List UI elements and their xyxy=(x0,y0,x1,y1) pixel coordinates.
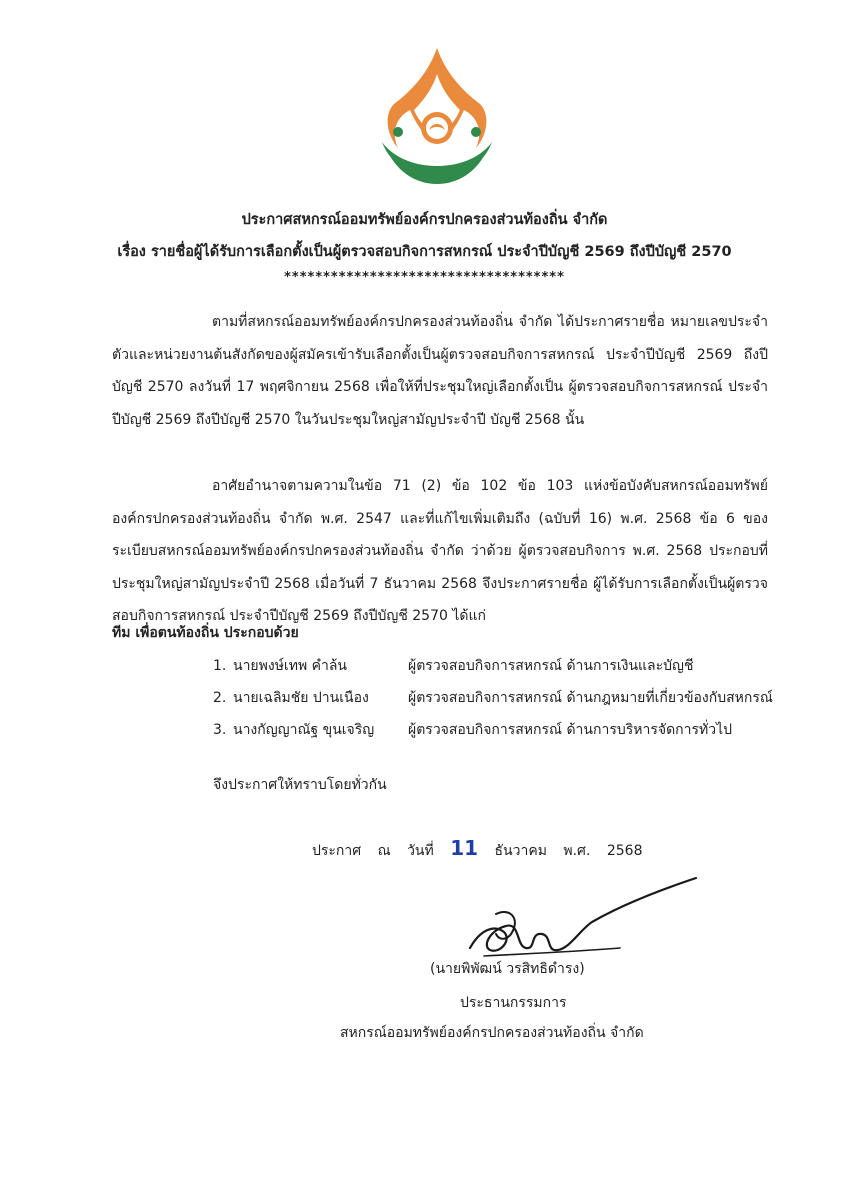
closing-statement: จึงประกาศให้ทราบโดยทั่วกัน xyxy=(213,777,387,793)
member-role: ผู้ตรวจสอบกิจการสหกรณ์ ด้านการบริหารจัดการทั่วไป xyxy=(408,722,733,738)
handwritten-signature xyxy=(460,870,710,970)
paragraph-1-text: ตามที่สหกรณ์ออมทรัพย์องค์กรปกครองส่วนท้องถิ่น จำกัด ได้ประกาศรายชื่อ หมายเลขประจำตัวและหน่วยงานต้นสังกัดของผู้สมัครเข้ารับเลือกตั้งเป็นผู้ตรวจสอบกิจการสหกรณ์ ประจำปีบัญชี 2569 ถึงปีบัญชี 2570 ลงวันที่ 17 พฤศจิกายน 2568 เพื่อให้ที่ประชุมใหญ่เลือกตั้งเป็น ผู้ตรวจสอบกิจการสหกรณ์ ประจำปีบัญชี 2569 ถึงปีบัญชี 2570 ในวันประชุมใหญ่สามัญประจำปี บัญชี 2568 นั้น xyxy=(112,314,768,428)
member-name: นางกัญญาณัฐ ขุนเจริญ xyxy=(233,722,375,738)
announcement-date xyxy=(312,836,642,862)
member-name: นายพงษ์เทพ คำล้น xyxy=(233,658,347,674)
date-prefix: ประกาศ xyxy=(312,843,362,859)
member-row xyxy=(213,650,773,682)
date-month: ธันวาคม xyxy=(494,843,547,859)
member-number: 1. xyxy=(213,658,227,674)
paragraph-2-text: อาศัยอำนาจตามความในข้อ 71 (2) ข้อ 102 ข้อ 103 แห่งข้อบังคับสหกรณ์ออมทรัพย์ องค์กรปกครองส่วนท้องถิ่น จำกัด พ.ศ. 2547 และที่แก้ไขเพิ่มเติมถึง (ฉบับที่ 16) พ.ศ. 2568 ข้อ 6 ของระเบียบสหกรณ์ออมทรัพย์องค์กรปกครองส่วนท้องถิ่น จำกัด ว่าด้วย ผู้ตรวจสอบกิจการ พ.ศ. 2568 ประกอบที่ประชุมใหญ่สามัญประจำปี 2568 เมื่อวันที่ 7 ธันวาคม 2568 จึงประกาศรายชื่อ ผู้ได้รับการเลือกตั้งเป็นผู้ตรวจสอบกิจการสหกรณ์ ประจำปีบัญชี 2569 ถึงปีบัญชี 2570 ได้แก่ xyxy=(112,478,768,624)
member-list xyxy=(213,650,773,746)
cooperative-logo xyxy=(376,44,498,188)
date-era: พ.ศ. xyxy=(563,843,591,859)
date-day: 11 xyxy=(450,836,479,860)
paragraph-2 xyxy=(112,470,768,633)
signer-position: ประธานกรรมการ xyxy=(460,995,567,1011)
member-row xyxy=(213,682,773,714)
member-number: 3. xyxy=(213,722,227,738)
separator: ************************************ xyxy=(284,270,565,285)
announcement-subject: เรื่อง รายชื่อผู้ได้รับการเลือกตั้งเป็นผู้ตรวจสอบกิจการสหกรณ์ ประจำปีบัญชี 2569 ถึงปีบัญชี 2570 xyxy=(117,244,732,260)
member-name: นายเฉลิมชัย ปานเนือง xyxy=(233,690,369,706)
signer-name: (นายพิพัฒน์ วรสิทธิดำรง) xyxy=(430,961,585,977)
member-number: 2. xyxy=(213,690,227,706)
logo-hands-green xyxy=(382,142,492,178)
member-role: ผู้ตรวจสอบกิจการสหกรณ์ ด้านกฎหมายที่เกี่ยวข้องกับสหกรณ์ xyxy=(408,690,773,706)
member-role: ผู้ตรวจสอบกิจการสหกรณ์ ด้านการเงินและบัญชี xyxy=(408,658,694,674)
date-year: 2568 xyxy=(606,843,643,859)
date-day-label: วันที่ xyxy=(407,843,434,859)
announcement-title: ประกาศสหกรณ์ออมทรัพย์องค์กรปกครองส่วนท้องถิ่น จำกัด xyxy=(241,212,608,228)
date-at: ณ xyxy=(377,843,391,859)
team-line: ทีม เพื่อตนท้องถิ่น ประกอบด้วย xyxy=(112,625,299,641)
paragraph-1 xyxy=(112,306,768,436)
signer-organization: สหกรณ์ออมทรัพย์องค์กรปกครองส่วนท้องถิ่น จำกัด xyxy=(340,1025,644,1041)
member-row xyxy=(213,714,773,746)
